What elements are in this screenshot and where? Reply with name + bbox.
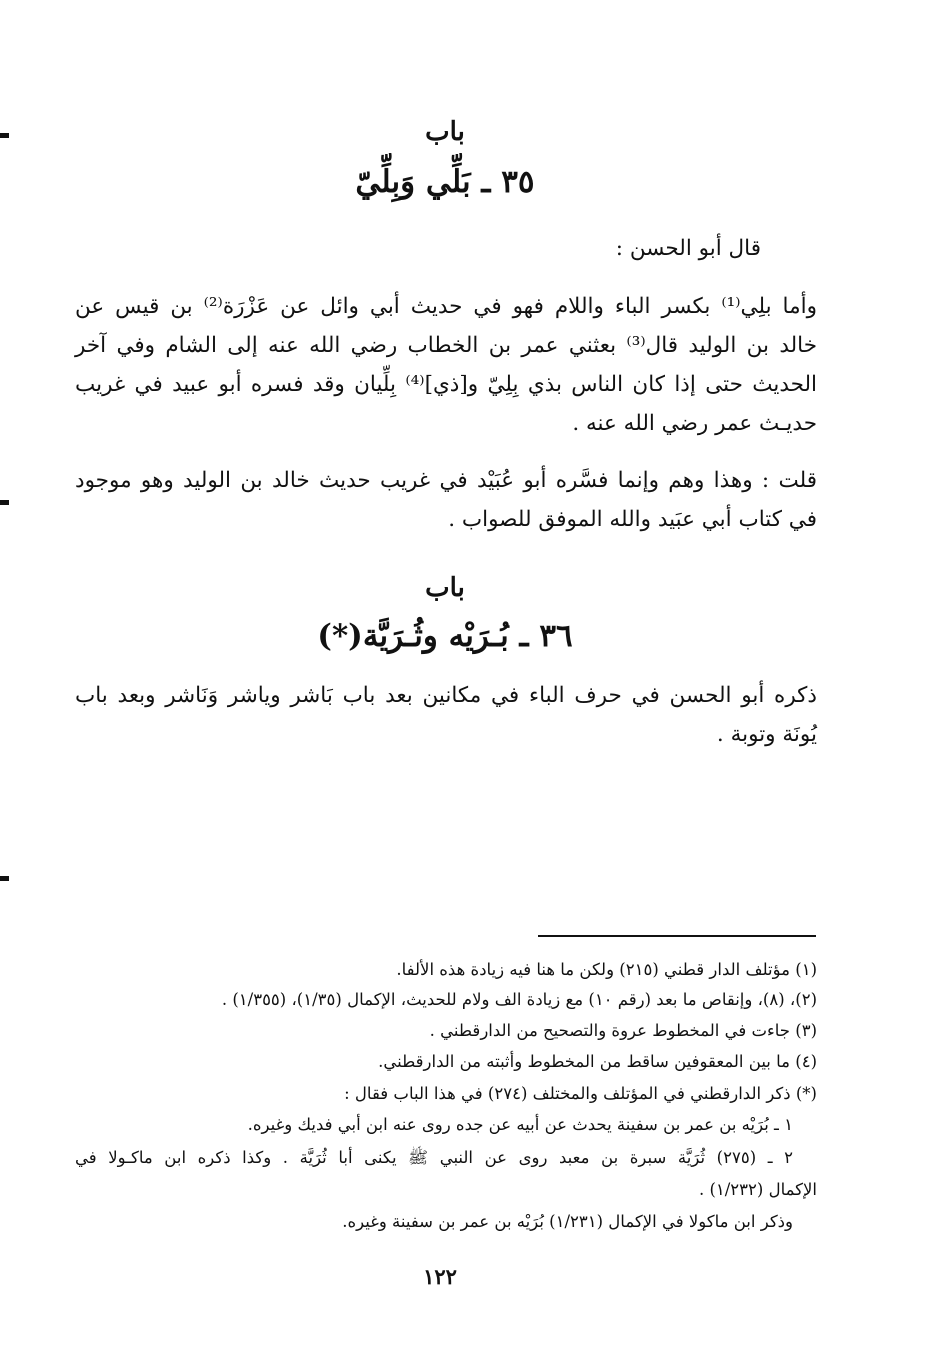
- section-36-paragraph: [75, 676, 817, 754]
- footnote-1: (١) مؤتلف الدار قطني (٢١٥) ولكن ما هنا فيه زيادة هذه الألفا.: [396, 960, 817, 979]
- footnote-2: (٢)، (٨)، وإنقاص ما بعد (رقم ١٠) مع زيادة الف ولام للحديث، الإكمال (١/٣٥)، (١/٣٥٥) .: [221, 990, 817, 1009]
- section-35-paragraph-1: [75, 287, 817, 443]
- text-line: ذكره أبو الحسن في حرف الباء في مكانين بعد باب بَاشر وياشر وَنَاشر وبعد باب: [75, 683, 817, 708]
- text-line: يُونَة وتوبة .: [716, 722, 817, 747]
- footnote-4: (٤) ما بين المعقوفين ساقط من المخطوط وأثبته من الدارقطني.: [378, 1052, 817, 1071]
- section-35-title: ٣٥ ـ بَلِّي وَبِلِّيّ: [355, 164, 535, 200]
- text-line: وأما بلِي⁽¹⁾ بكسر الباء واللام فهو في حديث أبي وائل عن عَزْرَة⁽²⁾ بن قيس عن: [75, 294, 817, 319]
- footnote-star-item-2-continuation: الإكمال (١/٢٣٢) .: [698, 1180, 817, 1199]
- section-35-paragraph-2: [75, 461, 817, 539]
- footnote-star-item-1: ١ ـ بُرَيْه بن عمر بن سفينة يحدث عن أبيه عن جده روى عنه ابن أبي فديك وغيره.: [247, 1115, 793, 1134]
- section-35-speaker: قال أبو الحسن :: [615, 236, 761, 261]
- text-line: حديـث عمر رضي الله عنه .: [572, 411, 817, 436]
- text-line: خالد بن الوليد قال⁽³⁾ بعثني عمر بن الخطاب رضي الله عنه إلى الشام وفي آخر: [75, 333, 817, 358]
- section-36-title: ٣٦ ـ بُـرَيْه وثُـرَيَّة(*): [317, 618, 573, 654]
- section-36-bab-label: باب: [425, 573, 465, 603]
- footnote-star-item-2: ٢ ـ (٢٧٥) ثُرَيَّة سبرة بن معبد روى عن النبي ﷺ يكنى أبا ثُرَيَّة . وكذا ذكره ابن ماكـولا في: [75, 1148, 794, 1167]
- section-35-bab-label: باب: [425, 117, 465, 147]
- scan-edge-mark: [0, 133, 9, 138]
- text-line: في كتاب أبي عبَيد والله الموفق للصواب .: [448, 507, 817, 532]
- page-number: ١٢٢: [423, 1264, 457, 1289]
- text-line: قلت : وهذا وهم وإنما فسَّره أبو عُبَيْد في غريب حديث خالد بن الوليد وهو موجود: [75, 468, 817, 493]
- scan-edge-mark: [0, 876, 9, 881]
- footnote-separator: [538, 935, 816, 937]
- footnote-star: (*) ذكر الدارقطني في المؤتلف والمختلف (٢٧٤) في هذا الباب فقال :: [344, 1084, 817, 1103]
- text-line: الحديث حتى إذا كان الناس بذي بِلِيّ و[ذي]⁽⁴⁾ بِلِّيان وقد فسره أبو عبيد في غريب: [75, 372, 818, 397]
- scan-edge-mark: [0, 500, 9, 505]
- footnote-3: (٣) جاءت في المخطوط عروة والتصحيح من الدارقطني .: [429, 1021, 817, 1040]
- footnote-star-note: وذكر ابن ماكولا في الإكمال (١/٢٣١) بُرَيْه بن عمر بن سفينة وغيره.: [342, 1212, 793, 1231]
